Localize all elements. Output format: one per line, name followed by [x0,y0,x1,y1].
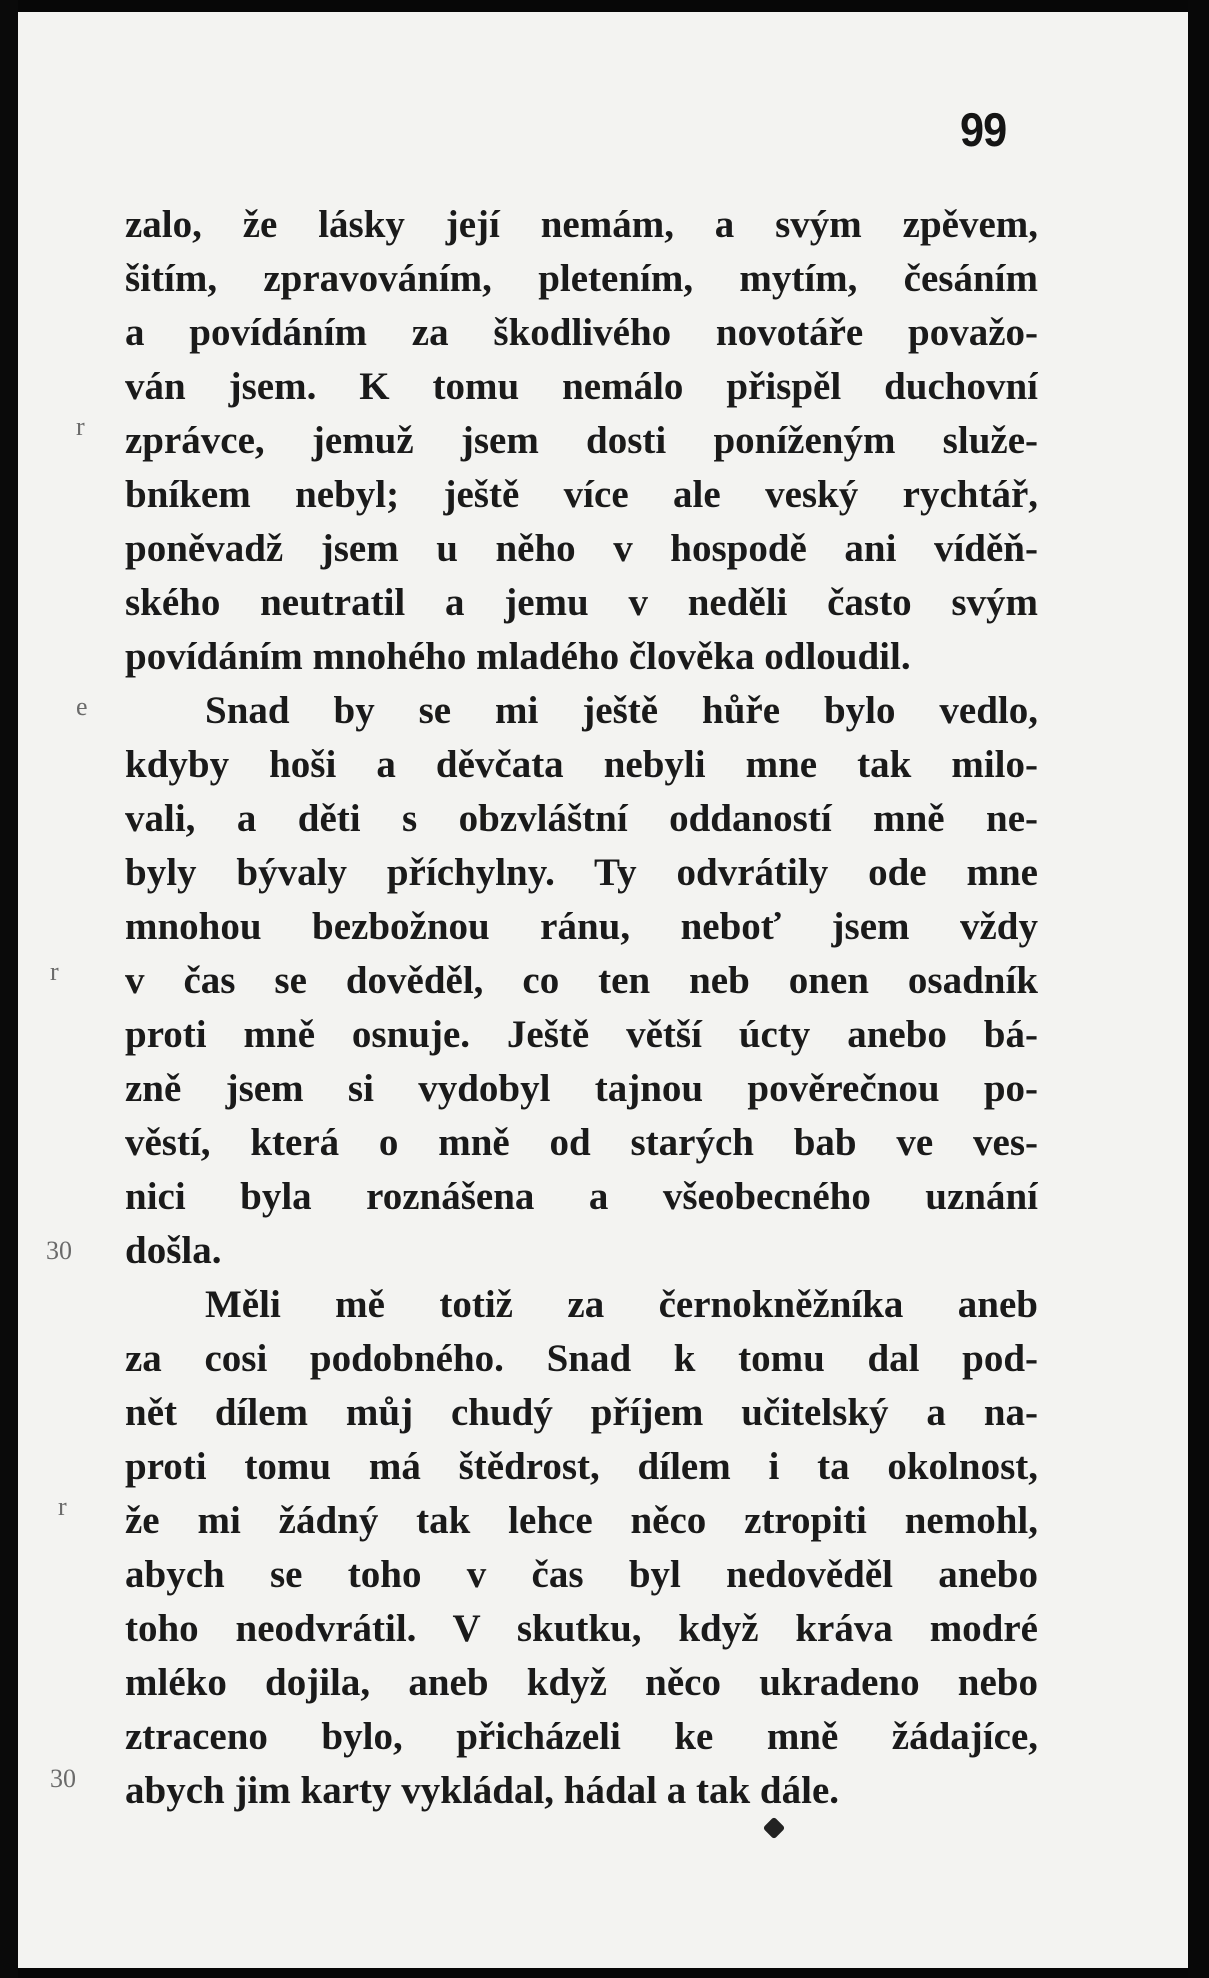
text-line: zalo, že lásky její nemám, a svým zpěvem, [125,203,1038,246]
scan-left-border [0,0,18,1978]
text-line: a povídáním za škodlivého novotáře považo- [125,311,1038,354]
text-line: abych jim karty vykládal, hádal a tak dále. [125,1769,840,1812]
text-line: abych se toho v čas byl nedověděl anebo [125,1553,1038,1596]
text-line: zně jsem si vydobyl tajnou pověrečnou po- [125,1067,1038,1110]
text-line: bníkem nebyl; ještě více ale veský rychtář, [125,473,1038,516]
text-line: šitím, zpravováním, pletením, mytím, česáním [125,257,1038,300]
text-line: v čas se dověděl, co ten neb onen osadník [125,959,1038,1002]
text-line: že mi žádný tak lehce něco ztropiti nemohl, [125,1499,1038,1542]
paragraph-3 [125,1278,1038,1818]
margin-mark: r [76,412,85,441]
paragraph-1 [125,198,1038,684]
text-line: došla. [125,1229,222,1272]
text-line: povídáním mnohého mladého člověka odloudil. [125,635,911,678]
page-number: 99 [960,103,1007,156]
text-line: toho neodvrátil. V skutku, když kráva modré [125,1607,1038,1650]
paragraph-2 [125,684,1038,1278]
margin-mark: r [50,957,59,986]
text-line: proti tomu má štědrost, dílem i ta okolnost, [125,1445,1038,1488]
body-text [125,198,1038,1818]
text-line: za cosi podobného. Snad k tomu dal pod- [125,1337,1038,1380]
text-line: ztraceno bylo, přicházeli ke mně žádajíce, [125,1715,1038,1758]
text-line: vali, a děti s obzvláštní oddaností mně ne- [125,797,1038,840]
text-line: mnohou bezbožnou ránu, neboť jsem vždy [125,905,1038,948]
text-line: Měli mě totiž za černokněžníka aneb [205,1283,1038,1326]
text-line: poněvadž jsem u něho v hospodě ani víděň- [125,527,1038,570]
text-line: ván jsem. K tomu nemálo přispěl duchovní [125,365,1038,408]
scan-right-border [1188,0,1209,1978]
text-line: mléko dojila, aneb když něco ukradeno nebo [125,1661,1038,1704]
margin-mark: 30 [50,1764,76,1793]
text-line: ského neutratil a jemu v neděli často svým [125,581,1038,624]
text-line: zprávce, jemuž jsem dosti poníženým služe- [125,419,1038,462]
book-page [18,12,1188,1968]
end-ornament-icon [763,1817,786,1840]
text-line: Snad by se mi ještě hůře bylo vedlo, [205,689,1038,732]
text-line: proti mně osnuje. Ještě větší úcty anebo bá- [125,1013,1038,1056]
text-line: nět dílem můj chudý příjem učitelský a na- [125,1391,1038,1434]
text-line: byly bývaly příchylny. Ty odvrátily ode mne [125,851,1038,894]
text-line: nici byla roznášena a všeobecného uznání [125,1175,1038,1218]
margin-mark: e [76,692,88,721]
margin-mark: r [58,1492,67,1521]
text-line: věstí, která o mně od starých bab ve ves- [125,1121,1038,1164]
margin-mark: 30 [46,1236,72,1265]
text-line: kdyby hoši a děvčata nebyli mne tak milo- [125,743,1038,786]
